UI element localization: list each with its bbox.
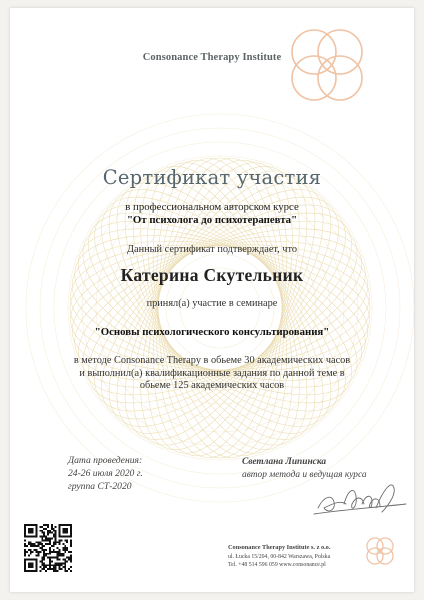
- footer-rings-logo-icon: [360, 534, 400, 568]
- footer-company: Consonance Therapy Institute s. z o.o.: [228, 544, 331, 551]
- method-line: и выполнил(а) квалификационные задания по данной теме в: [79, 367, 345, 379]
- top-rings-logo-icon: [274, 26, 374, 106]
- institute-name-header: Consonance Therapy Institute: [142, 52, 282, 63]
- signer-name: Светлана Липинска: [242, 457, 327, 467]
- date-label: Дата проведения:: [68, 455, 143, 466]
- certificate-page: [10, 8, 414, 592]
- confirmation-text: Данный сертификат подтверждает, что: [127, 244, 297, 255]
- signer-role: автор метода и ведущая курса: [242, 470, 367, 480]
- seminar-name: "Основы психологического консультирования": [94, 326, 330, 338]
- participation-text: принял(а) участие в семинаре: [146, 298, 278, 309]
- method-line: в методе Consonance Therapy в обьеме 30 академических часов: [73, 355, 351, 366]
- footer-contact: Tel. +48 514 596 059 www.consonance.pl: [228, 562, 326, 568]
- qr-code-icon: [24, 524, 72, 572]
- method-line: обьеме 125 академических часов: [139, 380, 285, 391]
- footer-info: [228, 544, 330, 570]
- group-label: группа СТ-2020: [68, 481, 132, 492]
- course-subtitle: в профессиональном авторском курсе: [125, 201, 299, 213]
- signature-icon: [310, 474, 410, 520]
- date-value: 24-26 июля 2020 г.: [68, 468, 143, 479]
- footer-address: ul. Łucka 15/204, 00-842 Warszawa, Polska: [228, 553, 331, 560]
- method-description: [10, 355, 414, 393]
- date-block: [68, 454, 143, 493]
- certificate-title: Сертификат участия: [102, 166, 322, 189]
- recipient-name: Катерина Скутельник: [120, 265, 304, 285]
- course-name: "От психолога до психотерапевта": [126, 214, 298, 226]
